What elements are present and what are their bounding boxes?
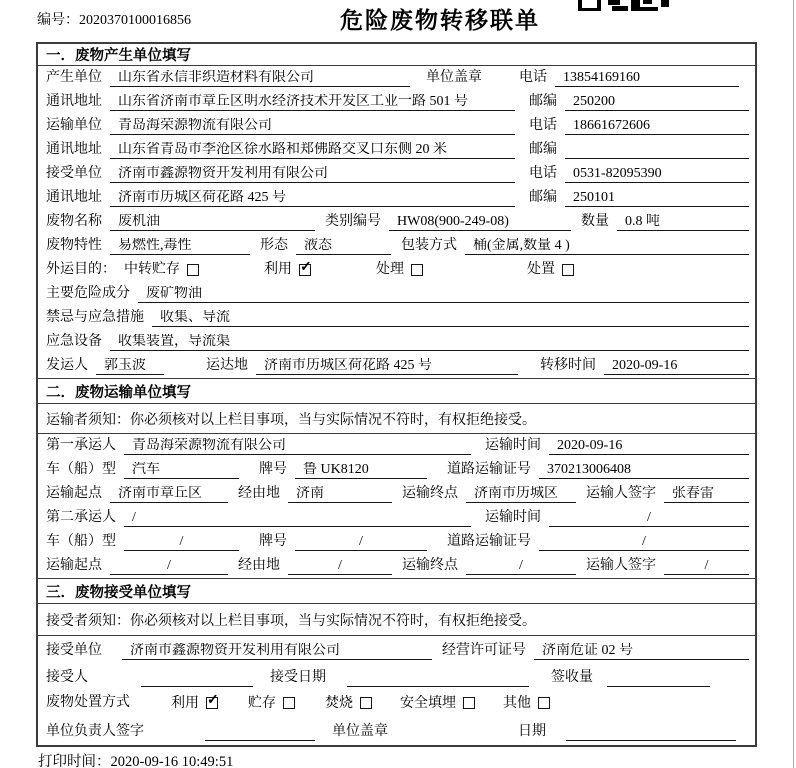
receiver-value: 济南市鑫源物资开发利用有限公司 [110, 166, 515, 183]
address-label: 通讯地址 [46, 142, 102, 158]
endpoint-label: 运输终点 [402, 558, 458, 574]
taboo-value: 收集、导流 [152, 310, 749, 327]
disposal-option-incinerate [325, 696, 372, 712]
carrier-value-slash: / [124, 510, 471, 527]
vehicle-type-value-slash: / [124, 534, 239, 551]
carrier-sign-label: 运输人签字 [586, 486, 656, 502]
category-value: HW08(900-249-08) [389, 214, 571, 231]
transport-time-label: 运输时间 [485, 438, 541, 454]
origin-label: 运输起点 [46, 486, 102, 502]
consignor-value: 郭玉波 [96, 358, 164, 375]
sign-quantity-value-blank [607, 686, 710, 687]
transfer-time-value: 2020-09-16 [604, 358, 749, 375]
permit-label: 经营许可证号 [442, 643, 526, 659]
checkbox-label: 中转贮存 [124, 262, 180, 278]
checkbox [360, 697, 372, 709]
plate-value-slash: / [295, 534, 427, 551]
carrier-label: 第二承运人 [46, 510, 116, 526]
zip-label: 邮编 [529, 94, 557, 110]
serial-number-line [37, 9, 191, 29]
acceptor-value-blank [141, 686, 253, 687]
disposal-label: 废物处置方式 [46, 695, 130, 711]
phone-value: 0531-82095390 [565, 166, 749, 183]
via-value: 济南 [288, 486, 392, 503]
trait-value: 易燃性,毒性 [110, 238, 250, 255]
checkbox [562, 264, 574, 276]
origin-label: 运输起点 [46, 558, 102, 574]
endpoint-value: 济南市历城区 [466, 486, 576, 503]
purpose-option-dispose [527, 262, 574, 278]
trait-label: 废物特性 [46, 238, 102, 254]
checkbox [187, 264, 199, 276]
unit-head-sign-value-blank [205, 740, 315, 741]
plate-label: 牌号 [259, 462, 287, 478]
transfer-time-label: 转移时间 [540, 358, 596, 374]
purpose-option-treat [376, 262, 423, 278]
unit-seal-label: 单位盖章 [426, 70, 482, 86]
date-value-blank [566, 740, 736, 741]
checkbox-label: 处置 [527, 262, 555, 278]
quantity-value: 0.8 吨 [617, 214, 749, 231]
phone-value: 13854169160 [555, 70, 739, 87]
row-receiver [38, 162, 755, 186]
producer-label: 产生单位 [46, 70, 102, 86]
checkbox-checked [299, 259, 312, 276]
phone-label: 电话 [519, 70, 547, 86]
carrier-value: 青岛海荣源物流有限公司 [124, 438, 471, 455]
purpose-option-use [264, 259, 312, 278]
purpose-option-storage [124, 262, 199, 278]
via-label: 经由地 [238, 558, 280, 574]
endpoint-value-slash: / [466, 558, 576, 575]
row-receiving-unit [38, 636, 755, 663]
phone-value: 18661672606 [565, 118, 749, 135]
acceptor-label: 接受人 [46, 670, 88, 686]
vehicle-type-label: 车（船）型 [46, 462, 116, 478]
page-title: 危险废物转移联单 [340, 8, 540, 33]
address-value: 济南市历城区荷花路 425 号 [110, 190, 515, 207]
road-license-value: 370213006408 [539, 462, 749, 479]
row-route-2 [38, 554, 755, 578]
row-taboo-measures [38, 306, 755, 330]
checkbox-label: 利用 [264, 262, 292, 278]
checkbox [411, 264, 423, 276]
zip-label: 邮编 [529, 190, 557, 206]
packing-label: 包装方式 [401, 238, 457, 254]
checkbox-label: 其他 [503, 695, 531, 711]
transport-time-label: 运输时间 [485, 510, 541, 526]
form-value: 液态 [296, 238, 391, 255]
address-label: 通讯地址 [46, 190, 102, 206]
row-receiver-address [38, 186, 755, 210]
origin-value: 济南市章丘区 [110, 486, 228, 503]
phone-label: 电话 [529, 118, 557, 134]
checkbox-label: 贮存 [248, 695, 276, 711]
vehicle-type-label: 车（船）型 [46, 534, 116, 550]
unit-head-sign-label: 单位负责人签字 [46, 724, 144, 740]
quantity-label: 数量 [581, 214, 609, 230]
section-1-header: 一．废物产生单位填写 [38, 44, 755, 66]
row-waste-trait [38, 234, 755, 258]
transfer-form-table [36, 42, 757, 747]
address-label: 通讯地址 [46, 94, 102, 110]
producer-value: 山东省永信非织造材料有限公司 [110, 70, 410, 87]
checkbox-mark: ✓ [300, 259, 312, 275]
checkbox-mark: ✓ [207, 693, 219, 709]
zip-label: 邮编 [529, 142, 557, 158]
category-label: 类别编号 [325, 214, 381, 230]
destination-label: 运达地 [206, 358, 248, 374]
zip-value: 250200 [565, 94, 749, 111]
checkbox-label: 安全填埋 [400, 695, 456, 711]
equipment-value: 收集装置，导流渠 [110, 334, 749, 351]
row-producer [38, 66, 755, 90]
transport-time-value: 2020-09-16 [549, 438, 749, 455]
phone-group [519, 70, 749, 87]
row-second-carrier [38, 506, 755, 530]
unit-seal-label: 单位盖章 [332, 724, 388, 740]
disposal-option-storage [248, 696, 295, 712]
endpoint-label: 运输终点 [402, 486, 458, 502]
hazard-value: 废矿物油 [138, 286, 749, 303]
carrier-sign-value: 张春雷 [664, 486, 749, 503]
address-value: 山东省青岛市李沧区徐水路和郑佛路交叉口东侧 20 米 [110, 142, 515, 159]
checkbox [283, 697, 295, 709]
zip-value: 250101 [565, 190, 749, 207]
print-time-line [38, 750, 233, 768]
accept-date-value-blank [347, 686, 529, 687]
row-route-1 [38, 482, 755, 506]
road-license-label: 道路运输证号 [447, 462, 531, 478]
section-3-notice: 接受者须知：你必须核对以上栏目事项，当与实际情况不符时，有权拒绝接受。 [38, 604, 755, 636]
address-value: 山东省济南市章丘区明水经济技术开发区工业一路 501 号 [110, 94, 515, 111]
zip-value-blank [565, 158, 749, 159]
packing-value: 桶(金属,数量 4 ) [465, 238, 749, 255]
row-acceptor [38, 663, 755, 690]
permit-value: 济南危证 02 号 [534, 643, 749, 660]
carrier-sign-value-slash: / [664, 558, 749, 575]
equipment-label: 应急设备 [46, 334, 102, 350]
vehicle-type-value: 汽车 [124, 462, 239, 479]
section-2-notice: 运输者须知：你必须核对以上栏目事项，当与实际情况不符时，有权拒绝接受。 [38, 404, 755, 434]
disposal-option-landfill [400, 696, 475, 712]
section-2-header: 二．废物运输单位填写 [38, 378, 755, 404]
origin-value-slash: / [110, 558, 228, 575]
carrier-label: 第一承运人 [46, 438, 116, 454]
receiving-unit-value: 济南市鑫源物资开发利用有限公司 [122, 643, 432, 660]
receiving-unit-label: 接受单位 [46, 643, 102, 659]
hazard-label: 主要危险成分 [46, 286, 130, 302]
carrier-sign-label: 运输人签字 [586, 558, 656, 574]
receiver-label: 接受单位 [46, 166, 102, 182]
transport-time-value-slash: / [549, 510, 749, 527]
taboo-label: 禁忌与应急措施 [46, 310, 144, 326]
row-vehicle-2 [38, 530, 755, 554]
checkbox-label: 利用 [171, 695, 199, 711]
disposal-option-other [503, 696, 550, 712]
row-consignor [38, 354, 755, 378]
row-producer-address [38, 90, 755, 114]
print-time-value: 2020-09-16 10:49:51 [110, 754, 234, 768]
plate-value: 鲁 UK8120 [295, 462, 427, 479]
row-vehicle-1 [38, 458, 755, 482]
checkbox-checked [206, 693, 219, 709]
row-first-carrier [38, 434, 755, 458]
waste-name-value: 废机油 [110, 214, 315, 231]
checkbox [463, 697, 475, 709]
section-3-header: 三．废物接受单位填写 [38, 578, 755, 604]
plate-label: 牌号 [259, 534, 287, 550]
accept-date-label: 接受日期 [270, 670, 326, 686]
print-time-label: 打印时间： [38, 754, 111, 768]
row-unit-head-signature [38, 717, 755, 744]
phone-label: 电话 [529, 166, 557, 182]
checkbox-label: 处理 [376, 262, 404, 278]
row-transporter [38, 114, 755, 138]
transporter-value: 青岛海荣源物流有限公司 [110, 118, 515, 135]
page-edge-line [793, 0, 794, 768]
transporter-label: 运输单位 [46, 118, 102, 134]
via-label: 经由地 [238, 486, 280, 502]
qr-code-fragment-icon [578, 0, 670, 11]
serial-number: 2020370100016856 [79, 13, 191, 28]
sign-quantity-label: 签收量 [551, 670, 593, 686]
checkbox-label: 焚烧 [325, 695, 353, 711]
purpose-label: 外运目的： [46, 261, 116, 277]
via-value-slash: / [288, 558, 392, 575]
row-transporter-address [38, 138, 755, 162]
road-license-label: 道路运输证号 [447, 534, 531, 550]
date-label: 日期 [518, 724, 546, 740]
row-waste-name [38, 210, 755, 234]
row-disposal-method [38, 690, 755, 717]
waste-name-label: 废物名称 [46, 214, 102, 230]
road-license-value-slash: / [539, 534, 749, 551]
disposal-option-use [171, 693, 219, 712]
row-transfer-purpose [38, 258, 755, 282]
form-label: 形态 [260, 238, 288, 254]
checkbox [538, 697, 550, 709]
serial-label: 编号： [37, 13, 79, 28]
row-hazard-component [38, 282, 755, 306]
consignor-label: 发运人 [46, 358, 88, 374]
row-emergency-equipment [38, 330, 755, 354]
destination-value: 济南市历城区荷花路 425 号 [256, 358, 518, 375]
